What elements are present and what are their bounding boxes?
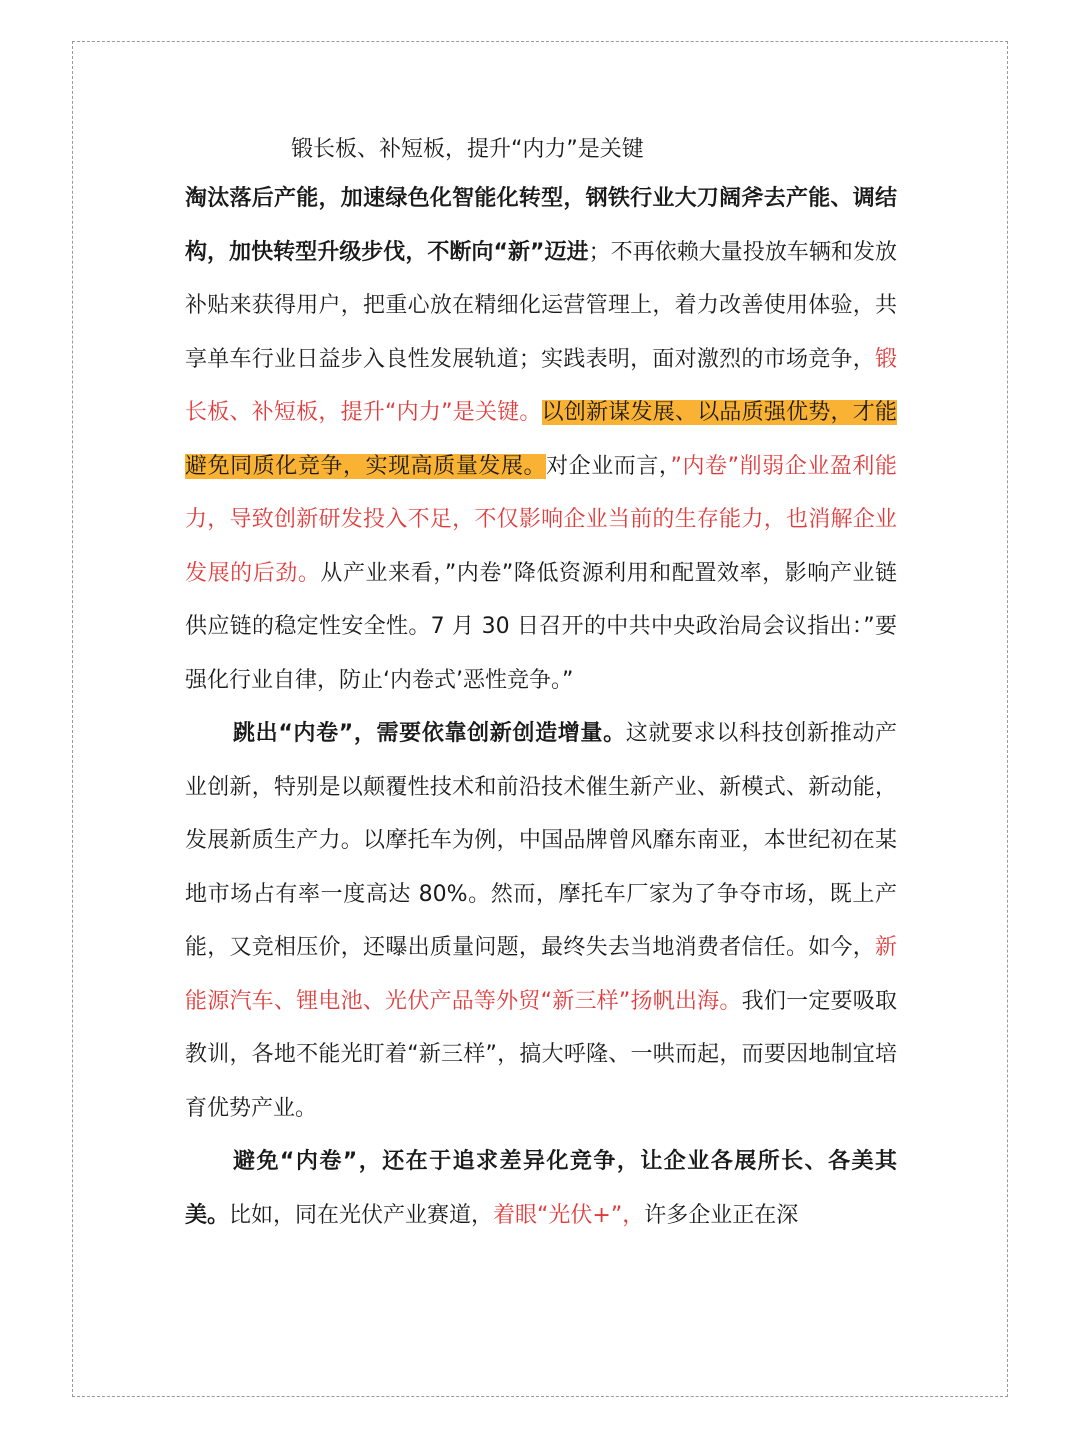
paragraph-1 [185,172,897,707]
bold-text: 跳出“内卷”，需要依靠创新创造增量。 [233,721,626,746]
paragraph-3 [185,1135,897,1242]
body-text: ；不再依赖大量投放车辆和发放补贴来获得用户，把重心放在精细化运营管理上，着力改善使用体验，共享单车行业日益步入良性发展轨道；实践表明，面对激烈的市场竞争， [185,239,897,372]
red-text: ”内卷”削弱企业盈利能力，导致创新研发投入不足，不仅影响企业当前的生存能力，也消解企业发展的后劲。 [185,453,897,586]
red-text: 新能源汽车、锂电池、光伏产品等外贸“新三样”扬帆出海。 [185,935,897,1014]
body-text: 这就要求以科技创新推动产业创新，特别是以颠覆性技术和前沿技术催生新产业、新模式、新动能，发展新质生产力。以摩托车为例，中国品牌曾风靡东南亚，本世纪初在某地市场占有率一度高达 80%。然而，摩托车厂家为了争夺市场，既上产能，又竞相压价，还曝出质量问题，最终失去当地消费者信任。如今， [185,721,897,960]
bold-text: 避免“内卷”，还在于追求差异化竞争，让企业各展所长、各美其美。 [185,1149,897,1228]
highlighted-text: 以创新谋发展、以品质强优势，才能避免同质化竞争，实现高质量发展。 [185,400,897,479]
document-body [185,128,897,1242]
document-title: 锻长板、补短板，提升“内力”是关键 [291,137,644,162]
red-text: 锻长板、补短板，提升“内力”是关键。 [185,346,897,425]
body-text: 从产业来看，”内卷”降低资源利用和配置效率，影响产业链供应链的稳定性安全性。7 月 30 日召开的中共中央政治局会议指出：”要强化行业自律，防止‘内卷式’恶性竞争。” [185,560,897,693]
body-text: 对企业而言， [546,453,671,479]
paragraph-2 [185,707,897,1135]
body-text: 我们一定要吸取教训，各地不能光盯着“新三样”，搞大呼隆、一哄而起，而要因地制宜培育优势产业。 [185,988,897,1121]
body-text: 比如，同在光伏产业赛道， [229,1202,494,1228]
body-text: 许多企业正在深 [644,1202,799,1228]
red-text: 着眼“光伏+”， [493,1202,645,1228]
bold-text: 淘汰落后产能，加速绿色化智能化转型，钢铁行业大刀阔斧去产能、调结构，加快转型升级步伐，不断向“新”迈进 [185,186,897,265]
